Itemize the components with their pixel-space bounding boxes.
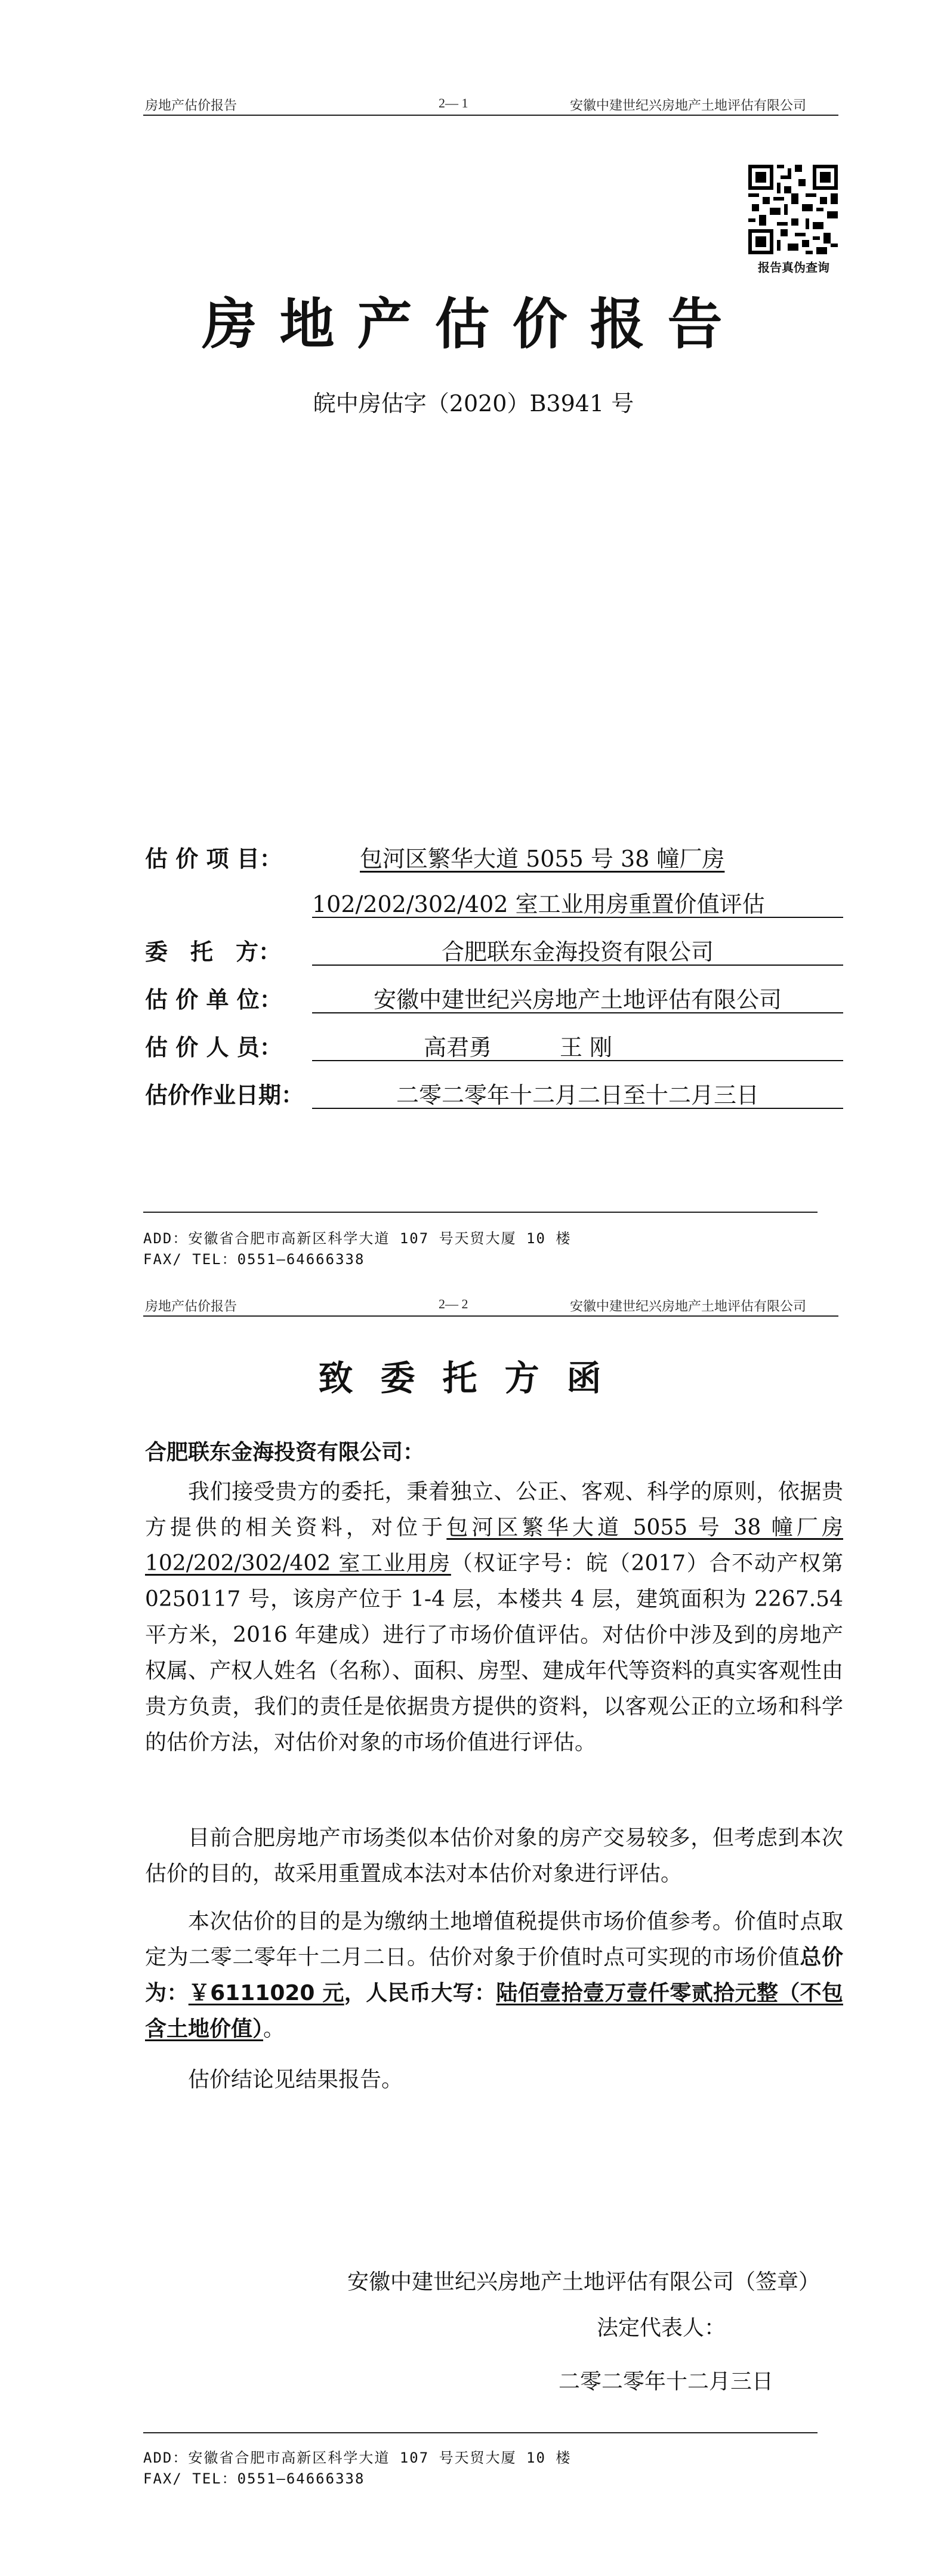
field-unit [145,981,843,1015]
page1-header-left: 房地产估价报告 [145,98,237,113]
page2-header-rule [143,1315,838,1317]
p3-rmb-value: 陆佰壹拾壹万壹仟零贰拾元整（不包含土地价值） [145,1981,843,2041]
field-client-underline [312,965,843,966]
field-client [145,933,843,967]
field-client-label: 委 托 方： [145,939,282,965]
field-staff [145,1029,843,1062]
p1-text-b: （权证字号：皖（2017）合不动产权第 0250117 号，该房产位于 1-4 层，本楼共 4 层，建筑面积为 2267.54 平方米，2016 年建成）进行了市场价值评估。对估价中涉及到的房地产权属、产权人姓名（名称）、面积、房型、建成年代等资料的真实客观性由贵方负责，我们的责任是依据贵方提供的资料，以客观公正的立场和科学的估价方法，对估价对象的市场价值进行评估。 [145,1551,844,1755]
field-project-label: 估 价 项 目： [145,846,282,872]
page2-footer-rule [143,2432,818,2433]
page2-header-page-number: 2— 2 [439,1296,468,1311]
field-project-line2 [145,886,843,919]
field-date-label: 估价作业日期： [145,1082,304,1108]
field-unit-value: 安徽中建世纪兴房地产土地评估有限公司 [373,987,782,1013]
field-project-value-line1: 包河区繁华大道 5055 号 38 幢厂房 [360,846,725,872]
field-staff-value: 高君勇 王 刚 [423,1034,613,1061]
p1-property-address: 包河区繁华大道 5055 号 38 幢厂房 102/202/302/402 室工业用房 [145,1515,843,1576]
page1-header-page-number: 2— 1 [439,95,468,110]
p3-text-a: 本次估价的目的是为缴纳土地增值税提供市场价值参考。价值时点取定为二零二零年十二月二日。估价对象于价值时点可实现的市场价值 [145,1909,843,1970]
letter-paragraph-2: 目前合肥房地产市场类似本估价对象的房产交易较多，但考虑到本次估价的目的，故采用重置成本法对本估价对象进行评估。 [145,1826,843,1886]
page2-header-left: 房地产估价报告 [145,1299,237,1314]
field-date-underline [312,1108,843,1109]
p3-total-value: ￥6111020 元 [188,1981,344,2005]
page1-footer-address: ADD：安徽省合肥市高新区科学大道 107 号天贸大厦 10 楼 [143,1230,572,1247]
page1-header-rule [143,115,838,116]
field-project-underline [312,917,843,918]
p3-total-label: 总价为： [145,1945,843,2005]
sign-representative: 法定代表人： [597,2316,726,2340]
letter-addressee: 合肥联东金海投资有限公司： [145,1440,425,1465]
sign-company: 安徽中建世纪兴房地产土地评估有限公司（签章） [347,2270,820,2294]
qr-code-icon[interactable] [748,165,838,254]
page1-footer-phone: FAX/ TEL：0551—64666338 [143,1251,365,1268]
letter-paragraph-4: 估价结论见结果报告。 [188,2067,403,2092]
document-number: 皖中房估字（2020）B3941 号 [313,390,634,417]
letter-paragraph-3 [145,1904,843,2047]
field-client-value: 合肥联东金海投资有限公司 [441,939,714,965]
field-unit-label: 估 价 单 位： [145,987,282,1013]
field-date-value: 二零二零年十二月二日至十二月三日 [396,1082,759,1108]
field-unit-underline [312,1012,843,1013]
field-staff-label: 估 价 人 员： [145,1034,282,1061]
qr-caption: 报告真伪查询 [758,260,829,275]
sign-date: 二零二零年十二月三日 [559,2369,774,2394]
page1-footer-rule [143,1212,818,1213]
letter-paragraph-1 [145,1474,843,1761]
p3-end: 。 [263,2017,285,2041]
field-project-value-line2: 102/202/302/402 室工业用房重置价值评估 [312,891,765,917]
page2-header-right: 安徽中建世纪兴房地产土地评估有限公司 [570,1299,807,1314]
field-staff-underline [312,1060,843,1061]
report-title: 房地产估价报告 [202,292,745,356]
p1-text-a: 我们接受贵方的委托，秉着独立、公正、客观、科学的原则，依据贵方提供的相关资料，对位于 [145,1480,843,1540]
page1-header-right: 安徽中建世纪兴房地产土地评估有限公司 [570,98,807,113]
letter-title: 致委托方函 [318,1358,629,1398]
field-project [145,840,843,874]
p3-rmb-label: ，人民币大写： [344,1981,496,2005]
page2-footer-address: ADD：安徽省合肥市高新区科学大道 107 号天贸大厦 10 楼 [143,2449,572,2466]
field-date [145,1077,843,1110]
page2-footer-phone: FAX/ TEL：0551—64666338 [143,2470,365,2487]
